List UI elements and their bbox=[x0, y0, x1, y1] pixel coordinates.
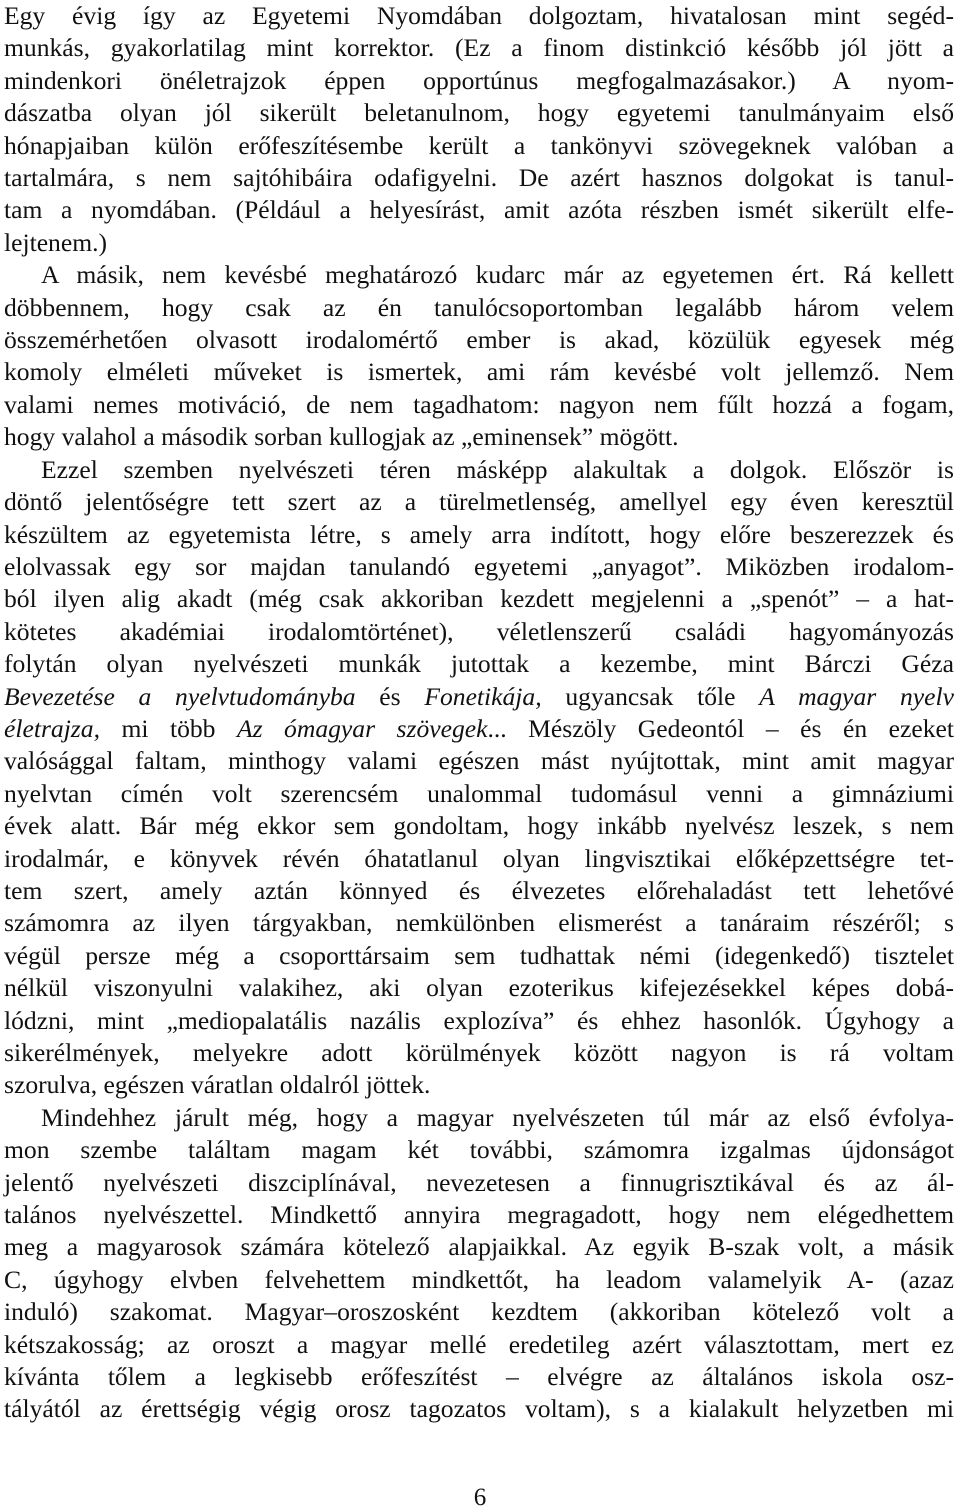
text-line: nélkül viszonyulni valakihez, aki olyan ezoterikus kifejezésekkel képes dobá- bbox=[4, 973, 954, 1003]
text-line: dászatba olyan jól sikerült beletanulnom, hogy egyetemi tanulmányaim első bbox=[4, 98, 954, 128]
paragraph-3 bbox=[4, 454, 954, 1102]
text-line: kívánta tőlem a legkisebb erőfeszítést – elvégre az általános iskola osz- bbox=[4, 1362, 954, 1392]
text-line: C, úgyhogy elvben felvehettem mindkettőt, ha leadom valamelyik A- (azaz bbox=[4, 1264, 954, 1294]
text-fragment: ... Mészöly Gedeontól – és én ezeket bbox=[487, 713, 954, 743]
text-line: talános nyelvészettel. Mindkettő annyira megragadott, hogy nem elégedhettem bbox=[4, 1200, 954, 1230]
paragraph-4 bbox=[4, 1102, 954, 1426]
text-line: mon szembe találtam magam két további, számomra izgalmas újdonságot bbox=[4, 1135, 954, 1165]
text-line-mixed bbox=[4, 681, 954, 713]
text-line: készültem az egyetemista létre, s amely arra indított, hogy előre beszerezzek és bbox=[4, 519, 954, 549]
text-line: lódzni, mint „mediopalatális nazális explozíva” és ehhez hasonlók. Úgyhogy a bbox=[4, 1005, 954, 1035]
text-line: döntő jelentőségre tett szert az a türelmetlenség, amellyel egy éven keresztül bbox=[4, 487, 954, 517]
text-line: összemérhetően olvasott irodalomértő ember is akad, közülük egyesek még bbox=[4, 325, 954, 355]
text-line: tályától az érettségig végig orosz tagozatos voltam), s a kialakult helyzetben mi bbox=[4, 1394, 954, 1424]
text-line: ból ilyen alig akadt (még csak akkoriban kezdett megjelenni a „spenót” – a hat- bbox=[4, 584, 954, 614]
text-line: hogy valahol a második sorban kullogjak az „eminensek” mögött. bbox=[4, 422, 679, 452]
text-line: szorulva, egészen váratlan oldalról jöttek. bbox=[4, 1070, 431, 1100]
book-title: Az ómagyar szövegek bbox=[236, 713, 488, 743]
book-title: A magyar nyelv bbox=[759, 681, 954, 711]
paragraph-2 bbox=[4, 259, 954, 453]
text-fragment: ugyancsak tőle bbox=[541, 681, 760, 711]
text-line: kétszakosság; az oroszt a magyar mellé eredetileg azért választottam, mert ez bbox=[4, 1329, 954, 1359]
text-line: valami nemes motiváció, de nem tagadhatom: nagyon nem fűlt hozzá a fogam, bbox=[4, 389, 954, 419]
text-line: komoly elméleti műveket is ismertek, ami rám kevésbé volt jellemző. Nem bbox=[4, 357, 954, 387]
text-line: sikerélmények, melyekre adott körülmények között nagyon is rá voltam bbox=[4, 1038, 954, 1067]
text-line: kötetes akadémiai irodalomtörténet), véletlenszerű családi hagyományozás bbox=[4, 616, 954, 646]
text-line: Egy évig így az Egyetemi Nyomdában dolgoztam, hivatalosan mint segéd- bbox=[4, 1, 954, 30]
text-line: végül persze még a csoporttársaim sem tudhattak némi (idegenkedő) tisztelet bbox=[4, 940, 954, 970]
text-line: nyelvtan címén volt szerencsém unalommal tudomásul venni a gimnáziumi bbox=[4, 778, 954, 808]
book-title: Fonetikája, bbox=[424, 681, 542, 711]
text-line: induló) szakomat. Magyar–oroszosként kezdtem (akkoriban kötelező volt a bbox=[4, 1297, 954, 1327]
text-line: folytán olyan nyelvészeti munkák jutottak a kezembe, mint Bárczi Géza bbox=[4, 649, 954, 679]
text-line: döbbennem, hogy csak az én tanulócsoportomban legalább három velem bbox=[4, 292, 954, 322]
document-page bbox=[4, 0, 954, 1426]
text-line: jelentő nyelvészeti diszciplínával, nevezetesen a finnugrisztikával és az ál- bbox=[4, 1167, 954, 1197]
text-line: évek alatt. Bár még ekkor sem gondoltam, hogy inkább nyelvész leszek, s nem bbox=[4, 811, 954, 841]
text-line: tem szert, amely aztán könnyed és élvezetes előrehaladást tett lehetővé bbox=[4, 875, 954, 905]
text-line: irodalmár, e könyvek révén óhatatlanul olyan lingvisztikai előképzettségre tet- bbox=[4, 843, 954, 873]
book-title: Bevezetése a nyelvtudományba bbox=[4, 681, 356, 711]
text-fragment: mi több bbox=[99, 713, 237, 743]
text-line: mindenkori önéletrajzok éppen opportúnus megfogalmazásakor.) A nyom- bbox=[4, 65, 954, 95]
text-line: meg a magyarosok számára kötelező alapjaikkal. Az egyik B-szak volt, a másik bbox=[4, 1232, 954, 1262]
text-line: munkás, gyakorlatilag mint korrektor. (Ez a finom distinkció később jól jött a bbox=[4, 33, 954, 63]
text-line: számomra az ilyen tárgyakban, nemkülönben elismerést a tanáraim részéről; s bbox=[4, 908, 954, 938]
page-number: 6 bbox=[473, 1484, 487, 1511]
text-line: Mindehhez járult még, hogy a magyar nyelvészeten túl már az első évfolya- bbox=[41, 1102, 954, 1132]
text-line: elolvassak egy sor majdan tanulandó egyetemi „anyagot”. Miközben irodalom- bbox=[4, 551, 954, 581]
text-line: Ezzel szemben nyelvészeti téren másképp alakultak a dolgok. Először is bbox=[41, 454, 954, 484]
paragraph-1 bbox=[4, 0, 954, 259]
text-line: valósággal faltam, minthogy valami egészen mást nyújtottak, mint amit magyar bbox=[4, 746, 954, 776]
text-line: A másik, nem kevésbé meghatározó kudarc már az egyetemen ért. Rá kellett bbox=[41, 260, 954, 290]
text-line: tam a nyomdában. (Például a helyesírást, amit azóta részben ismét sikerült elfe- bbox=[4, 195, 954, 225]
text-line: tartalmára, s nem sajtóhibáira odafigyelni. De azért hasznos dolgokat is tanul- bbox=[4, 163, 954, 193]
text-fragment: és bbox=[355, 681, 425, 711]
text-line: lejtenem.) bbox=[4, 227, 108, 257]
book-title: életrajza, bbox=[4, 713, 100, 743]
text-line: hónapjaiban külön erőfeszítésembe került a tankönyvi szövegeknek valóban a bbox=[4, 130, 954, 160]
text-line-mixed bbox=[4, 713, 954, 745]
